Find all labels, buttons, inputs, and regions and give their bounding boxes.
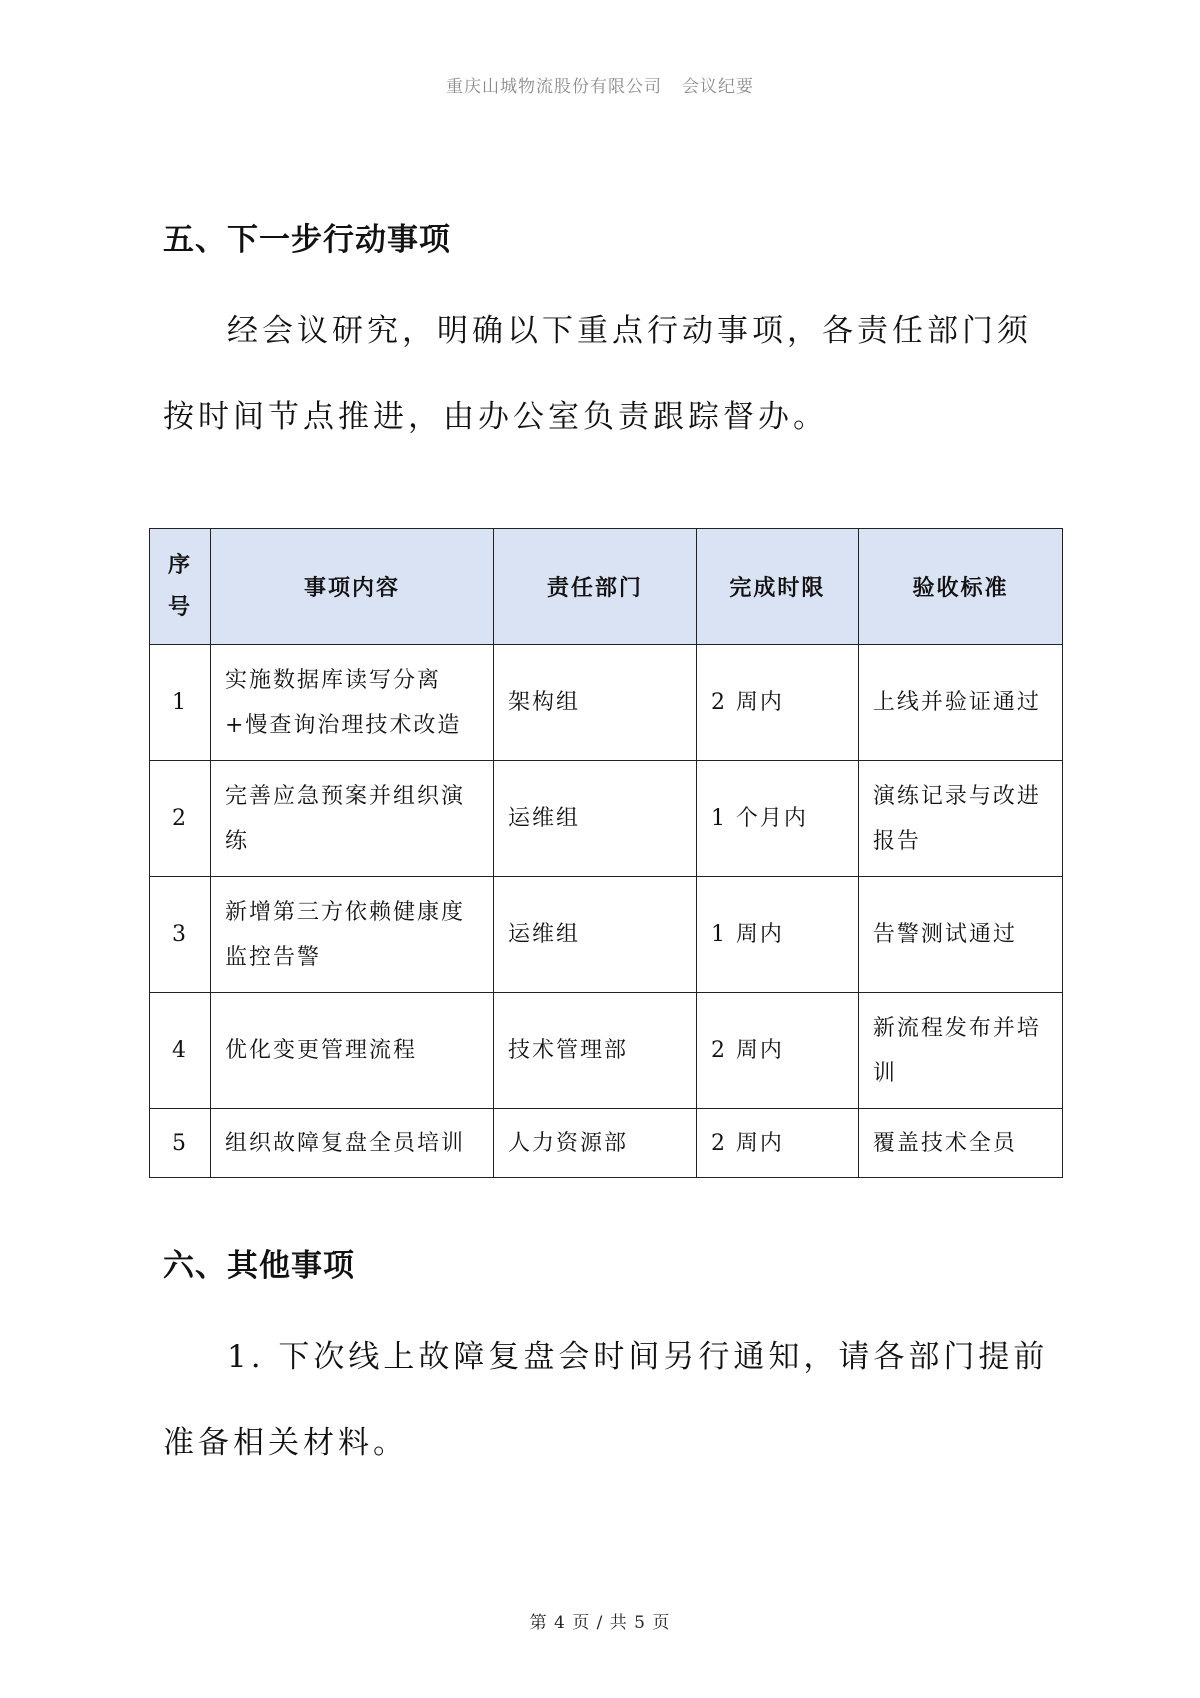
- cell-deadline: 1 周内: [696, 877, 858, 993]
- cell-dept: 人力资源部: [493, 1109, 696, 1178]
- cell-no: 3: [150, 877, 211, 993]
- cell-content: 组织故障复盘全员培训: [211, 1109, 494, 1178]
- cell-deadline: 2 周内: [696, 645, 858, 761]
- cell-no: 4: [150, 993, 211, 1109]
- cell-criteria: 演练记录与改进报告: [858, 761, 1062, 877]
- table-row: [150, 761, 1063, 877]
- action-items-table: [149, 528, 1063, 1178]
- cell-deadline: 2 周内: [696, 993, 858, 1109]
- cell-content: 新增第三方依赖健康度监控告警: [211, 877, 494, 993]
- cell-no: 1: [150, 645, 211, 761]
- cell-content: 实施数据库读写分离+慢查询治理技术改造: [211, 645, 494, 761]
- page-footer: 第 4 页 / 共 5 页: [529, 1613, 671, 1633]
- cell-no: 2: [150, 761, 211, 877]
- header-deadline: 完成时限: [696, 529, 858, 645]
- cell-deadline: 2 周内: [696, 1109, 858, 1178]
- cell-dept: 运维组: [493, 877, 696, 993]
- cell-criteria: 新流程发布并培训: [858, 993, 1062, 1109]
- header-company: 重庆山城物流股份有限公司: [446, 77, 662, 97]
- cell-dept: 运维组: [493, 761, 696, 877]
- cell-dept: 技术管理部: [493, 993, 696, 1109]
- section-heading-other-matters: 六、其他事项: [163, 1248, 355, 1284]
- header-content: 事项内容: [211, 529, 494, 645]
- cell-criteria: 上线并验证通过: [858, 645, 1062, 761]
- cell-no: 5: [150, 1109, 211, 1178]
- table-row: [150, 993, 1063, 1109]
- header-criteria: 验收标准: [858, 529, 1062, 645]
- table-row: [150, 877, 1063, 993]
- cell-content: 优化变更管理流程: [211, 993, 494, 1109]
- table-header-row: [150, 529, 1063, 645]
- header-dept: 责任部门: [493, 529, 696, 645]
- other-matters-item-1: 1. 下次线上故障复盘会时间另行通知，请各部门提前准备相关材料。: [163, 1339, 1049, 1461]
- header-doc-type: 会议纪要: [682, 77, 754, 97]
- cell-content: 完善应急预案并组织演练: [211, 761, 494, 877]
- cell-criteria: 告警测试通过: [858, 877, 1062, 993]
- table-row: [150, 1109, 1063, 1178]
- page-header: [0, 72, 1200, 97]
- cell-criteria: 覆盖技术全员: [858, 1109, 1062, 1178]
- section-heading-action-items: 五、下一步行动事项: [163, 222, 451, 258]
- header-no: 序 号: [150, 529, 211, 645]
- table-row: [150, 645, 1063, 761]
- cell-deadline: 1 个月内: [696, 761, 858, 877]
- cell-dept: 架构组: [493, 645, 696, 761]
- action-items-intro: 经会议研究，明确以下重点行动事项，各责任部门须按时间节点推进，由办公室负责跟踪督办。: [163, 313, 1032, 435]
